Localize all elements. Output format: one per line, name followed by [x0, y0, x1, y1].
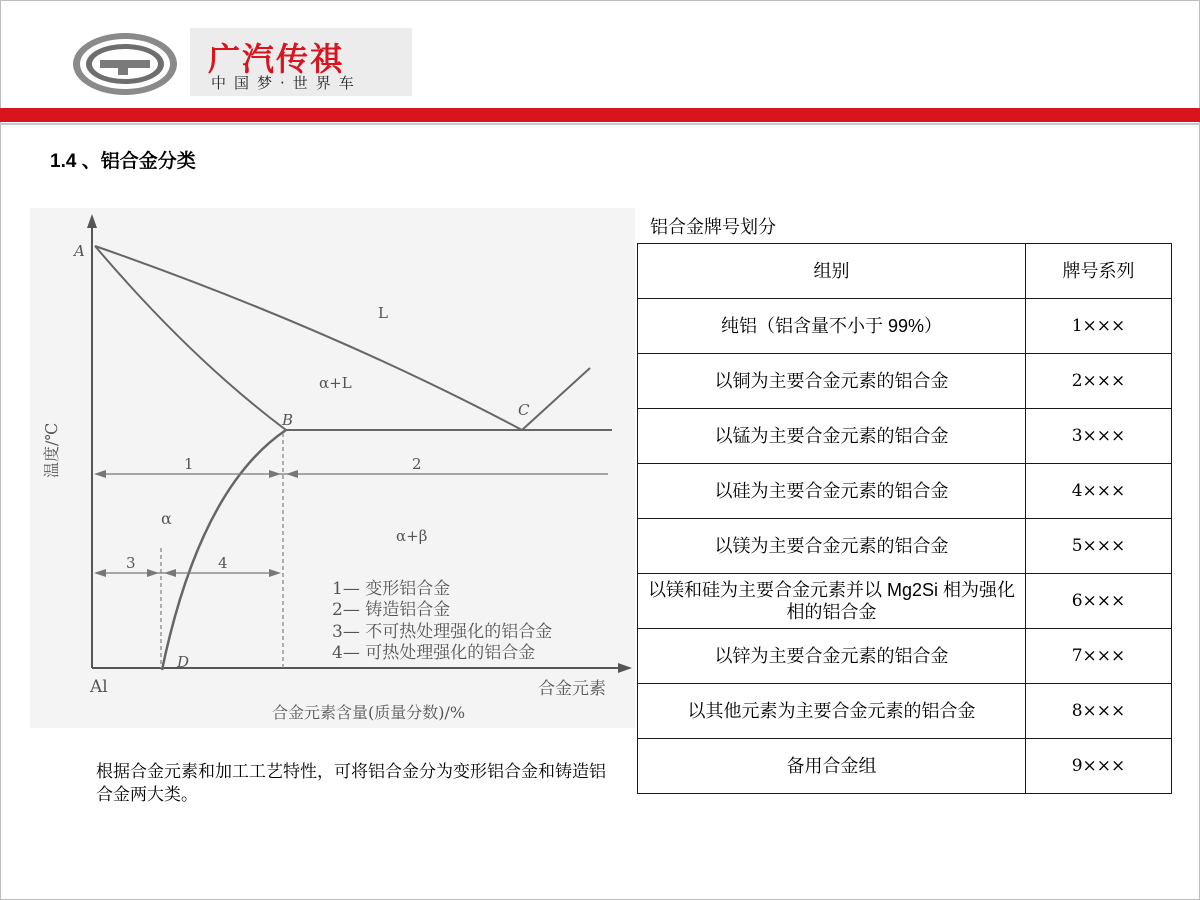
table-row: [638, 574, 1172, 629]
group-cell: 以锌为主要合金元素的铝合金: [638, 629, 1026, 684]
phase-alpha-beta-label: α+β: [396, 527, 428, 545]
alloy-grade-table: [637, 243, 1172, 794]
table-row: [638, 409, 1172, 464]
gac-logo-icon: [70, 30, 180, 98]
group-cell: 以锰为主要合金元素的铝合金: [638, 409, 1026, 464]
brand-name: 广汽传祺: [208, 40, 345, 78]
legend-item-2: 2— 铸造铝合金: [332, 600, 451, 620]
series-cell: 9×××: [1026, 739, 1172, 794]
range-1-label: 1: [184, 455, 194, 473]
origin-label: Al: [90, 677, 108, 697]
table-header-row: [638, 244, 1172, 299]
column-header-series: 牌号系列: [1026, 244, 1172, 299]
section-title: 1.4 、铝合金分类: [50, 151, 196, 172]
series-cell: 4×××: [1026, 464, 1172, 519]
table-row: [638, 739, 1172, 794]
group-cell: 以硅为主要合金元素的铝合金: [638, 464, 1026, 519]
series-cell: 8×××: [1026, 684, 1172, 739]
range-4-label: 4: [218, 554, 228, 572]
table-row: [638, 684, 1172, 739]
series-cell: 6×××: [1026, 574, 1172, 629]
group-cell: 纯铝（铝含量不小于 99%）: [638, 299, 1026, 354]
group-cell: 以其他元素为主要合金元素的铝合金: [638, 684, 1026, 739]
range-3-label: 3: [126, 554, 136, 572]
table-row: [638, 629, 1172, 684]
series-cell: 1×××: [1026, 299, 1172, 354]
series-cell: 7×××: [1026, 629, 1172, 684]
phase-l-label: L: [378, 304, 388, 322]
range-2-label: 2: [412, 455, 422, 473]
phase-alpha-l-label: α+L: [319, 374, 352, 392]
group-cell: 以镁和硅为主要合金元素并以 Mg2Si 相为强化相的铝合金: [638, 574, 1026, 629]
phase-alpha-label: α: [161, 509, 172, 528]
y-axis-label: 温度/℃: [42, 422, 61, 478]
classification-caption: 根据合金元素和加工工艺特性，可将铝合金分为变形铝合金和铸造铝合金两大类。: [96, 762, 606, 804]
header-red-bar: [0, 108, 1200, 122]
table-title: 铝合金牌号划分: [650, 217, 776, 237]
group-cell: 以镁为主要合金元素的铝合金: [638, 519, 1026, 574]
point-b-label: B: [282, 411, 294, 429]
table-row: [638, 354, 1172, 409]
group-cell: 备用合金组: [638, 739, 1026, 794]
point-d-label: D: [177, 653, 190, 671]
group-cell: 以铜为主要合金元素的铝合金: [638, 354, 1026, 409]
x-axis-label: 合金元素含量(质量分数)/%: [272, 703, 466, 722]
header-divider: [0, 123, 1200, 125]
table-row: [638, 464, 1172, 519]
x-axis-end-label: 合金元素: [538, 679, 606, 699]
legend-item-1: 1— 变形铝合金: [332, 579, 451, 599]
table-row: [638, 299, 1172, 354]
brand-slogan: 中国梦·世界车: [211, 74, 362, 92]
series-cell: 2×××: [1026, 354, 1172, 409]
legend-item-3: 3— 不可热处理强化的铝合金: [332, 622, 553, 642]
phase-diagram: [30, 208, 635, 728]
point-a-label: A: [74, 242, 85, 260]
legend-item-4: 4— 可热处理强化的铝合金: [332, 643, 536, 663]
series-cell: 3×××: [1026, 409, 1172, 464]
point-c-label: C: [518, 401, 530, 419]
table-row: [638, 519, 1172, 574]
column-header-group: 组别: [638, 244, 1026, 299]
series-cell: 5×××: [1026, 519, 1172, 574]
